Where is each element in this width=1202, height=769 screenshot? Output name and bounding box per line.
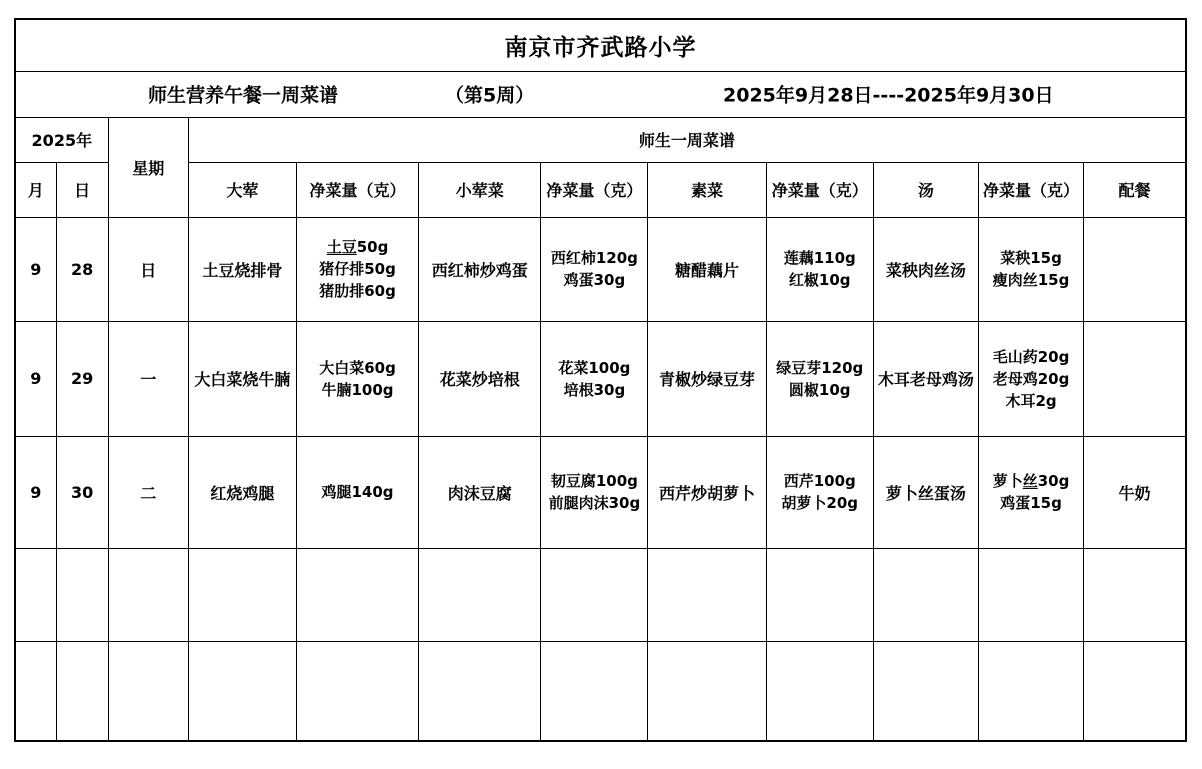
col-header-veg: 素菜 bbox=[648, 162, 766, 217]
month-cell: 9 bbox=[15, 436, 56, 548]
empty-cell bbox=[56, 548, 108, 641]
qty-line: 西红柿120g bbox=[550, 249, 638, 267]
col-header-veg-qty: 净菜量（克） bbox=[766, 162, 873, 217]
empty-cell bbox=[1084, 641, 1186, 741]
veg-cell: 糖醋藕片 bbox=[648, 217, 766, 321]
qty-line: 木耳2g bbox=[1005, 391, 1057, 410]
empty-cell bbox=[15, 641, 56, 741]
soup-cell: 萝卜丝蛋汤 bbox=[873, 436, 978, 548]
small-meat-qty-cell bbox=[541, 217, 648, 321]
small-meat-qty-cell bbox=[541, 321, 648, 436]
subtitle-row bbox=[15, 71, 1186, 117]
qty-line: 培根30g bbox=[563, 380, 626, 399]
empty-cell bbox=[108, 641, 188, 741]
empty-cell bbox=[978, 548, 1083, 641]
big-meat-cell: 红烧鸡腿 bbox=[188, 436, 296, 548]
qty-line: 鸡蛋30g bbox=[563, 271, 626, 289]
side-cell bbox=[1084, 217, 1186, 321]
empty-cell bbox=[873, 548, 978, 641]
small-meat-cell: 肉沫豆腐 bbox=[419, 436, 541, 548]
small-meat-cell: 花菜炒培根 bbox=[419, 321, 541, 436]
col-header-side: 配餐 bbox=[1084, 162, 1186, 217]
veg-qty-cell bbox=[766, 217, 873, 321]
header-row-top bbox=[15, 117, 1186, 162]
empty-cell bbox=[296, 641, 418, 741]
empty-cell bbox=[766, 641, 873, 741]
col-header-small-meat: 小荤菜 bbox=[419, 162, 541, 217]
big-meat-qty-cell bbox=[296, 217, 418, 321]
subtitle-date-range: 2025年9月28日----2025年9月30日 bbox=[723, 84, 1054, 107]
qty-line: 猪肋排60g bbox=[319, 282, 396, 300]
qty-line: 牛腩100g bbox=[321, 380, 394, 399]
empty-cell bbox=[56, 641, 108, 741]
empty-cell bbox=[541, 641, 648, 741]
month-cell: 9 bbox=[15, 217, 56, 321]
big-meat-cell: 大白菜烧牛腩 bbox=[188, 321, 296, 436]
empty-cell bbox=[419, 641, 541, 741]
year-header: 2025年 bbox=[15, 117, 108, 162]
subtitle-cell bbox=[15, 71, 1186, 117]
weekday-header: 星期 bbox=[108, 117, 188, 217]
qty-line: 老母鸡20g bbox=[992, 369, 1070, 388]
empty-cell bbox=[648, 641, 766, 741]
qty-line: 瘦肉丝15g bbox=[992, 271, 1070, 289]
qty-line: 花菜100g bbox=[558, 358, 631, 377]
qty-line: 土豆50g bbox=[326, 238, 389, 256]
qty-line: 西芹100g bbox=[783, 472, 856, 490]
col-header-big-qty: 净菜量（克） bbox=[296, 162, 418, 217]
soup-cell: 菜秧肉丝汤 bbox=[873, 217, 978, 321]
big-meat-cell: 土豆烧排骨 bbox=[188, 217, 296, 321]
col-header-small-qty: 净菜量（克） bbox=[541, 162, 648, 217]
soup-cell: 木耳老母鸡汤 bbox=[873, 321, 978, 436]
soup-qty-cell bbox=[978, 321, 1083, 436]
small-meat-qty-cell bbox=[541, 436, 648, 548]
big-meat-qty-cell bbox=[296, 321, 418, 436]
qty-line: 圆椒10g bbox=[788, 380, 851, 399]
menu-row-tue bbox=[15, 436, 1186, 548]
qty-line: 菜秧15g bbox=[1000, 249, 1062, 267]
veg-qty-cell bbox=[766, 436, 873, 548]
weekday-cell: 日 bbox=[108, 217, 188, 321]
empty-cell bbox=[108, 548, 188, 641]
big-meat-qty-cell bbox=[296, 436, 418, 548]
empty-cell bbox=[873, 641, 978, 741]
qty-line: 鸡蛋15g bbox=[1000, 494, 1062, 512]
col-header-big-meat: 大荤 bbox=[188, 162, 296, 217]
empty-cell bbox=[766, 548, 873, 641]
title-row bbox=[15, 19, 1186, 71]
empty-cell bbox=[15, 548, 56, 641]
small-meat-cell: 西红柿炒鸡蛋 bbox=[419, 217, 541, 321]
qty-line: 韧豆腐100g bbox=[550, 472, 638, 490]
qty-line: 萝卜丝30g bbox=[992, 472, 1070, 490]
empty-cell bbox=[541, 548, 648, 641]
col-header-soup-qty: 净菜量（克） bbox=[978, 162, 1083, 217]
qty-line: 红椒10g bbox=[788, 271, 851, 289]
month-header: 月 bbox=[15, 162, 56, 217]
qty-line: 毛山药20g bbox=[992, 347, 1070, 366]
empty-cell bbox=[978, 641, 1083, 741]
day-header: 日 bbox=[56, 162, 108, 217]
veg-cell: 西芹炒胡萝卜 bbox=[648, 436, 766, 548]
day-cell: 30 bbox=[56, 436, 108, 548]
menu-row-sun bbox=[15, 217, 1186, 321]
qty-line: 胡萝卜20g bbox=[781, 494, 859, 512]
side-cell bbox=[1084, 321, 1186, 436]
weekday-cell: 一 bbox=[108, 321, 188, 436]
veg-cell: 青椒炒绿豆芽 bbox=[648, 321, 766, 436]
veg-qty-cell bbox=[766, 321, 873, 436]
qty-line: 绿豆芽120g bbox=[776, 358, 864, 377]
subtitle-week-label: （第5周） bbox=[445, 84, 535, 107]
empty-cell bbox=[188, 641, 296, 741]
soup-qty-cell bbox=[978, 217, 1083, 321]
day-cell: 29 bbox=[56, 321, 108, 436]
empty-cell bbox=[1084, 548, 1186, 641]
empty-row bbox=[15, 641, 1186, 741]
empty-cell bbox=[648, 548, 766, 641]
empty-cell bbox=[296, 548, 418, 641]
menu-row-mon bbox=[15, 321, 1186, 436]
header-row-columns bbox=[15, 162, 1186, 217]
col-header-soup: 汤 bbox=[873, 162, 978, 217]
day-cell: 28 bbox=[56, 217, 108, 321]
weekday-cell: 二 bbox=[108, 436, 188, 548]
group-title: 师生一周菜谱 bbox=[188, 117, 1186, 162]
month-cell: 9 bbox=[15, 321, 56, 436]
empty-row bbox=[15, 548, 1186, 641]
qty-line: 大白菜60g bbox=[319, 358, 396, 377]
qty-line: 前腿肉沫30g bbox=[548, 494, 641, 512]
side-cell: 牛奶 bbox=[1084, 436, 1186, 548]
qty-line: 莲藕110g bbox=[783, 249, 856, 267]
empty-cell bbox=[419, 548, 541, 641]
qty-line: 猪仔排50g bbox=[319, 260, 396, 278]
empty-cell bbox=[188, 548, 296, 641]
soup-qty-cell bbox=[978, 436, 1083, 548]
qty-line: 鸡腿140g bbox=[321, 483, 394, 501]
subtitle-menu-label: 师生营养午餐一周菜谱 bbox=[148, 84, 339, 107]
page-title: 南京市齐武路小学 bbox=[15, 19, 1186, 71]
lunch-menu-table bbox=[14, 18, 1187, 742]
